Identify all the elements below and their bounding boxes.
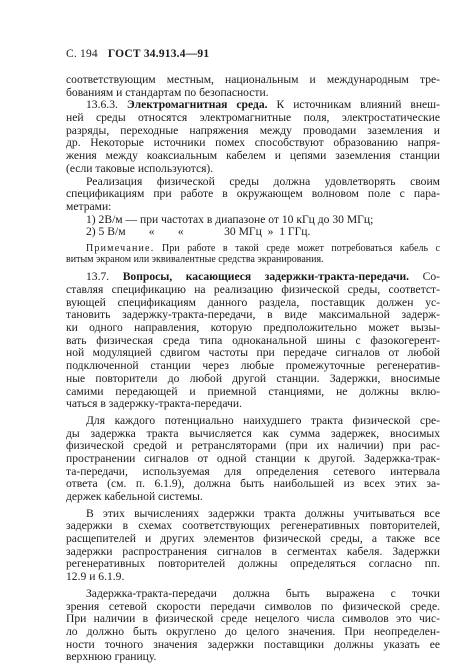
paragraph — [66, 415, 440, 504]
text-line: верхнюю границу. — [66, 650, 157, 664]
text-line: ней среды относятся электромагнитные поля, электростатические — [66, 111, 440, 125]
text-line: зрения сетевой скорости передачи символов по физической среде. — [66, 599, 440, 613]
list-item: 1) 2В/м — при частотах в диапазоне от 10 кГц до 30 МГц; — [86, 212, 374, 226]
text-line: вать физическая среда типа одноканальной шины с фазокогерент- — [66, 333, 440, 347]
text-line: Задержка-тракта-передачи должна быть выражена с точки — [86, 586, 440, 600]
parameter-list — [66, 214, 440, 239]
text-line: регенеративных повторителей должны определяться согласно пп. — [66, 557, 440, 571]
text-line: вующей спецификациям данного раздела, поставщик должен ус- — [66, 295, 440, 309]
text-line: держек кабельной системы. — [66, 490, 203, 503]
text-line: подключенной станции через любые промежуточные регенератив- — [66, 359, 440, 373]
paragraph — [66, 588, 440, 664]
text-line: др. Некоторые источники помех способствуют образованию напря- — [66, 136, 440, 150]
text-line: ной модуляцией сдвигом частоты при передаче сигналов от любой — [66, 346, 440, 360]
text-line: В этих вычислениях задержки тракта должны учитываться все — [86, 506, 440, 520]
text-line: ности точного значения задержки поставщики должны указать ее — [66, 637, 440, 651]
text-line: 12.9 и 6.1.9. — [66, 570, 125, 584]
text-line: спецификациям при работе в окружающем волновом поле с пара- — [66, 187, 440, 201]
text-line: ставляя спецификацию на реализацию физической среды, соответст- — [66, 283, 440, 296]
page-header — [66, 48, 209, 60]
note — [66, 243, 440, 265]
section-13-6-3 — [66, 99, 440, 175]
text-line: разряды, переходные напряжения между проводами заземления и — [66, 123, 440, 137]
text-line — [66, 243, 440, 254]
text-line: метрами: — [66, 199, 112, 213]
text-line: физической средой и ретрансляторами (при их наличии) при рас- — [66, 439, 440, 453]
text-line: бованиям и стандартам по безопасности. — [66, 85, 269, 99]
page-number: С. 194 — [66, 48, 98, 60]
text-line: ло должно быть округлено до целого значения. При неопределен- — [66, 624, 440, 638]
text-line: та-передачи, используемая для определения сетевого интервала — [66, 464, 440, 478]
section-heading: Вопросы, касающиеся задержки-тракта-передачи. — [122, 270, 410, 284]
list-item: 2) 5 В/м « « 30 МГц » 1 ГГц. — [86, 225, 311, 239]
text-line: ды задержка тракта вычисляется как сумма задержек, вносимых — [66, 426, 440, 440]
section-13-7 — [66, 271, 440, 411]
text-line: самими передающей и приемной станциями, не должны вклю- — [66, 384, 440, 398]
text-line: ные повторители до любой другой станции. Задержки, вносимые — [66, 371, 440, 385]
text-line: расщепителей и других элементов физической среды, а также все — [66, 532, 440, 546]
note-label: Примечание. — [86, 242, 155, 254]
text-line: соответствующим местным, национальным и международным тре- — [66, 73, 440, 86]
text-fragment: Со- — [422, 270, 440, 284]
text-line: жения между коаксиальным кабелем и цепями заземления станции — [66, 149, 440, 163]
text-line: (если таковые используются). — [66, 161, 214, 175]
text-fragment: К источникам влияний внеш- — [276, 98, 440, 112]
paragraph — [66, 74, 440, 99]
text-fragment: При работе в такой среде может потребоваться кабель с — [161, 242, 441, 254]
text-line: задержки распространения сигналов в сегментах кабеля. Задержки — [66, 544, 440, 558]
text-line: задержки в схемах соответствующих регенеративных повторителей, — [66, 519, 440, 533]
text-line: Реализация физической среды должна удовлетворять своим — [86, 174, 440, 188]
text-line: При наличии в физической среде нецелого числа символов это чис- — [66, 612, 440, 626]
text-line: ответа (см. п. 6.1.9), должна быть наибольшей из всех этих за- — [66, 477, 440, 491]
section-number: 13.7. — [86, 270, 110, 284]
text-line: пространении сигналов от одной станции к другой. Задержка-трак- — [66, 451, 440, 465]
standard-designation: ГОСТ 34.913.4—91 — [107, 48, 210, 60]
section-number: 13.6.3. — [86, 98, 118, 112]
text-line: тановить задержку-тракта-передачи, в виде максимальной задерж- — [66, 308, 440, 322]
text-line: витым экраном или эквивалентные средства экранирования. — [66, 254, 324, 266]
page-body — [66, 74, 440, 664]
text-line: Для каждого потенциально наихудшего тракта физической сре- — [86, 413, 440, 427]
text-line: чаться в задержку-тракта-передачи. — [66, 397, 242, 411]
paragraph — [66, 508, 440, 584]
section-heading: Электромагнитная среда. — [126, 98, 268, 112]
paragraph — [66, 176, 440, 214]
text-line: ки одного направления, которую предположительно может вызы- — [66, 321, 440, 335]
